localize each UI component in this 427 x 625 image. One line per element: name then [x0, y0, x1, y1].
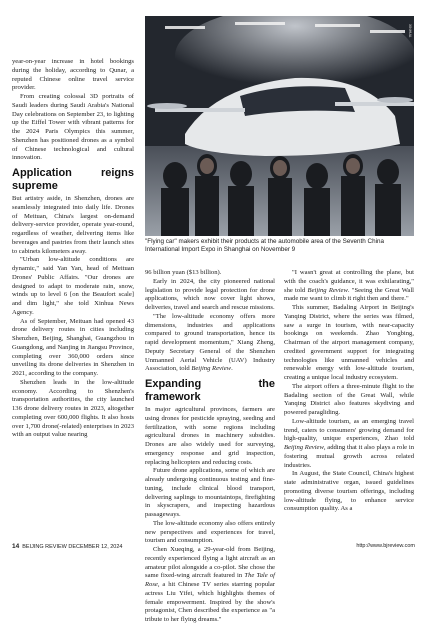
section-heading: Expanding the framework: [145, 378, 275, 403]
publication-name: Beijing Review: [284, 444, 324, 451]
article-column-1: [12, 58, 134, 440]
expo-photo: [145, 16, 414, 236]
paragraph: Shenzhen leads in the low-altitude economy. According to Shenzhen's transportation authorities, the city launched 136 drone delivery routes in 2023, altogether completing over 600,000 flights. It also hosts over 1,700 drone(-related) enterprises in 2023 with an output value nearing: [12, 378, 134, 439]
website-url[interactable]: http://www.bjreview.com: [356, 543, 415, 549]
text-run: "The low-altitude economy offers more dimensions, industries and applications compared to ground transportation, hence its rapid development momentum," Xiang Zheng, Deputy Secretary General of the Shenzhen Unmanned Aerial Vehicle (UAV) Industry Association, told: [145, 312, 275, 373]
page-number: 14: [12, 543, 20, 550]
photo-caption: "Flying car" makers exhibit their products at the automobile area of the Seventh China International Import Expo in Shanghai on November 9: [145, 238, 384, 253]
paragraph: But artistry aside, in Shenzhen, drones are seamlessly integrated into daily life. Drones of Meituan, China's largest on-demand delivery-service provider, operate year-round, regardless of weather, delivering items like beverages and pastries from their launch sites to cabinets kilometers away.: [12, 195, 134, 255]
paragraph: [145, 546, 275, 625]
paragraph: year-on-year increase in hotel bookings during the holiday, according to Qunar, a reputed Chinese online travel service provider.: [12, 58, 134, 92]
text-run: , a hit Chinese TV series starring popular actress Liu Yifei, which highlights themes of female empowerment. Inspired by the show's protagonist, Chen described the experience as "a tribute to her flying dreams.": [145, 581, 275, 623]
article-column-3: [284, 269, 414, 514]
tv-series-title: The Tale of Rose: [145, 572, 276, 588]
text-run: Chen Xueqing, a 29-year-old from Beijing, recently experienced flying a light aircraft as an amateur pilot alongside a co-pilot. She chose the same fixed-wing aircraft featured in: [145, 546, 275, 580]
photo-credit: XINHUA: [408, 24, 412, 38]
paragraph: Future drone applications, some of which are already undergoing continuous testing and fine-tuning, include clinical blood transport, delivering saplings to mountaintops, firefighting in skyscrapers, and inspecting hazardous passageways.: [145, 467, 275, 518]
paragraph: 96 billion yuan ($13 billion).: [145, 269, 222, 276]
publication-name: Beijing Review: [307, 286, 348, 294]
text-run: Low-altitude tourism, as an emerging travel trend, caters to consumers' growing demand for high-quality, unique experiences, Zhao told: [284, 417, 414, 443]
footer-left: [12, 543, 123, 550]
expo-scene-illustration: [145, 16, 414, 236]
publication-name: Beijing Review: [191, 365, 232, 373]
paragraph: "Urban low-altitude conditions are dynamic," said Yan Yan, head of Meituan Drones' Public Affairs. "Our drones are designed to adapt to moderate rain, snow, winds up to level 6 [on the Beaufort scale] and dim light," she told Xinhua News Agency.: [12, 256, 134, 316]
paragraph: In August, the State Council, China's highest state administrative organ, issued guidelines promoting diverse tourism offerings, including low-altitude flying, to enhance service consumption quality. As a: [284, 470, 414, 513]
paragraph: As of September, Meituan had opened 43 drone delivery routes in cities including Shenzhen, Beijing, Shanghai, Guangzhou in Guangdong, and Nanjing in Jiangsu Province, completing over 360,000 orders since unveiling its drone deliveries in Shenzhen in 2021, according to the company.: [12, 317, 134, 377]
text-run: . "Seeing the Great Wall made me want to climb it right then and there.": [284, 286, 414, 303]
article-column-2: [145, 269, 275, 625]
paragraph: [145, 313, 275, 374]
paragraph: This summer, Badaling Airport in Beijing's Yanqing District, where the series was filmed, saw a surge in tourism, with near-capacity bookings on weekends. Zhao Yongbing, Chairman of the airport management company, credited government support for integrating technologies like unmanned vehicles and renewable energy with low-altitude tourism, creating a unique local industry ecosystem.: [284, 304, 414, 381]
paragraph: The low-altitude economy also offers entirely new perspectives and experiences for travel, tourism and consumption.: [145, 519, 275, 545]
paragraph: [284, 269, 414, 304]
section-heading: Application reigns supreme: [12, 167, 134, 192]
text-run: , adding that it also plays a role in fostering mutual growth across related industries.: [284, 444, 414, 469]
paragraph: Early in 2024, the city pioneered national legislation to provide legal protection for drone applications, which now cover light shows, deliveries, travel and search and rescue missions.: [145, 277, 275, 311]
publication-line: BEIJING REVIEW DECEMBER 12, 2024: [22, 544, 123, 550]
text-run: .: [231, 365, 233, 373]
text-run: "I wasn't great at controlling the plane, but with the coach's guidance, it was exhilarating," she told: [284, 269, 414, 294]
paragraph: From creating colossal 3D portraits of Saudi leaders during Saudi Arabia's National Day celebrations on September 23, to lighting up the Eiffel Tower with vibrant patterns for the 2024 Paris Olympics this summer, Shenzhen has positioned drones as a symbol of Chinese technological and cultural innovation.: [12, 93, 134, 162]
paragraph: [284, 418, 414, 471]
paragraph: The airport offers a three-minute flight to the Badaling section of the Great Wall, while Yanqing District also features skydiving and powered paragliding.: [284, 382, 414, 416]
paragraph: In major agricultural provinces, farmers are using drones for pesticide spraying, seeding and fertilization, with some regions including agricultural drones in machinery subsidies. Drones are also widely used for surveying, emergency response and grid inspection, replacing helicopters and reducing costs.: [145, 406, 275, 466]
